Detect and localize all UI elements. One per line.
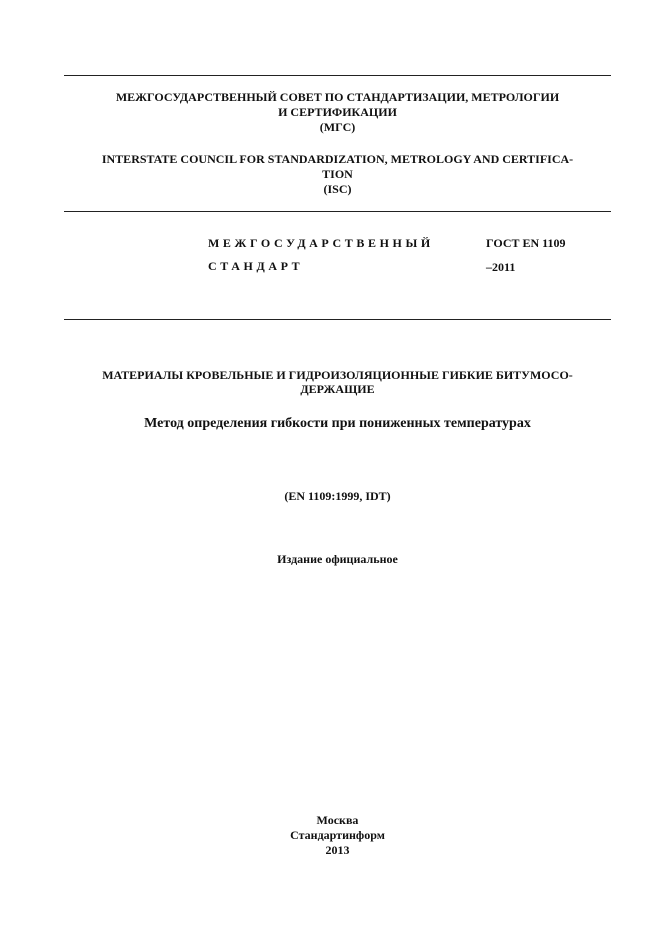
document-subtitle: Метод определения гибкости при пониженных температурах xyxy=(144,416,531,431)
standard-year: –2011 xyxy=(486,260,516,274)
footer-city: Москва xyxy=(316,813,359,827)
standard-word-standard: СТАНДАРТ xyxy=(208,259,304,273)
top-rule xyxy=(64,75,611,76)
council-en-abbr: (ISC) xyxy=(323,182,352,196)
document-title-line2: ДЕРЖАЩИЕ xyxy=(300,382,375,396)
council-bottom-rule xyxy=(64,211,611,212)
footer-publisher: Стандартинформ xyxy=(290,828,385,842)
council-ru-line1: МЕЖГОСУДАРСТВЕННЫЙ СОВЕТ ПО СТАНДАРТИЗАЦИИ, МЕТРОЛОГИИ xyxy=(115,90,560,104)
council-en-line2: TION xyxy=(322,167,353,181)
council-en-line1: INTERSTATE COUNCIL FOR STANDARDIZATION, METROLOGY AND CERTIFICA- xyxy=(101,152,574,166)
footer-year: 2013 xyxy=(325,843,350,857)
standard-bottom-rule xyxy=(64,319,611,320)
document-equivalence: (EN 1109:1999, IDT) xyxy=(284,489,391,503)
document-edition: Издание официальное xyxy=(277,552,398,566)
council-ru-abbr: (МГС) xyxy=(319,120,356,134)
council-ru-line2: И СЕРТИФИКАЦИИ xyxy=(278,105,397,119)
document-title-line1: МАТЕРИАЛЫ КРОВЕЛЬНЫЕ И ГИДРОИЗОЛЯЦИОННЫЕ ГИБКИЕ БИТУМОСО- xyxy=(102,368,573,382)
standard-word-interstate: МЕЖГОСУДАРСТВЕННЫЙ xyxy=(208,236,434,250)
standard-code: ГОСТ EN 1109 xyxy=(486,236,566,250)
